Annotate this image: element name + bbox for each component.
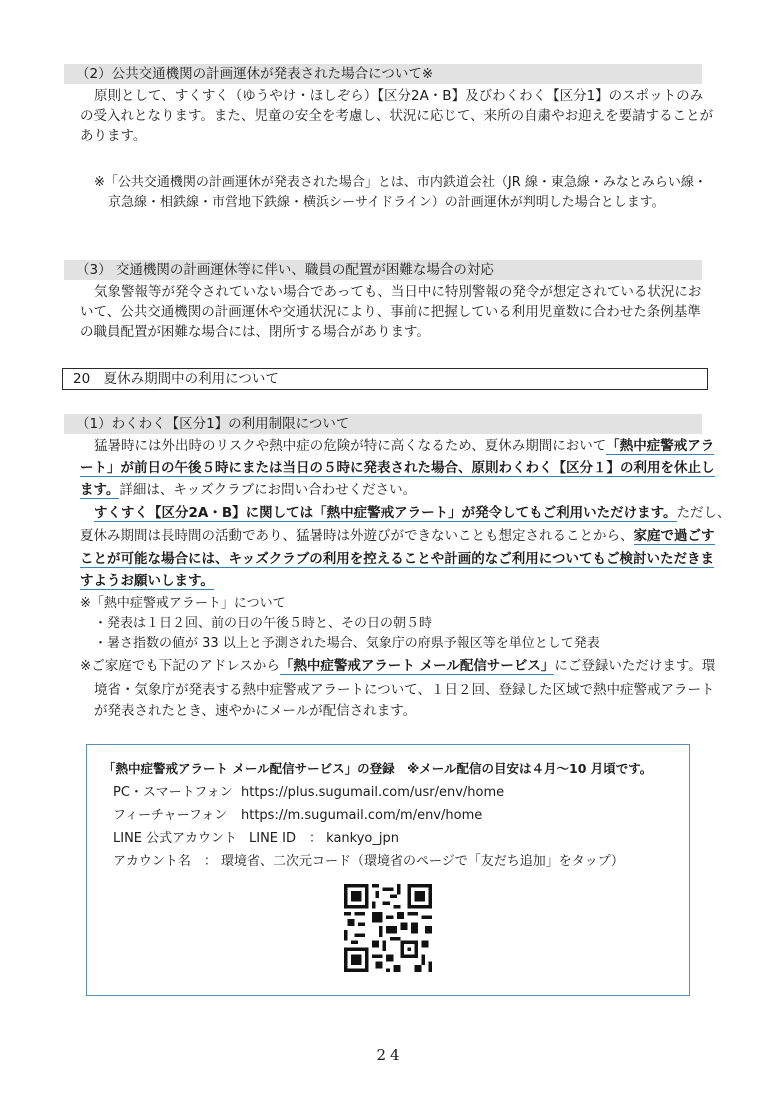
subsection-1-header: （1）わくわく【区分1】の利用制限について xyxy=(64,414,702,434)
text-span: 猛暑時には外出時のリスクや熱中症の危険が特に高くなるため、夏休み期間において xyxy=(94,438,607,454)
alert-note-title: ※「熱中症警戒アラート」について xyxy=(80,596,286,611)
highlight-text: 家庭で過ごす xyxy=(633,528,715,544)
subsection-1-line xyxy=(80,571,214,591)
account-row xyxy=(113,852,624,872)
line-id-value: kankyo_jpn xyxy=(326,831,399,846)
feature-phone-url-link[interactable]: https://m.sugumail.com/m/env/home xyxy=(241,808,483,823)
highlight-text: すくすく【区分2A・B】に関しては「熱中症警戒アラート」が発令してもご利用いただけます。 xyxy=(94,505,677,521)
alert-note-bullet: ・暑さ指数の値が 33 以上と予測された場合、気象庁の府県予報区等を単位として発表 xyxy=(94,636,600,651)
page-number: 24 xyxy=(376,1046,404,1064)
section-2-text: 原則として、すくすく（ゆうやけ・ほしぞら）【区分2A・B】及びわくわく【区分1】のスポットのみ xyxy=(94,88,704,104)
section-3-text: いて、公共交通機関の計画運休や交通状況により、事前に把握している利用児童数に合わせた条例基準 xyxy=(80,304,701,320)
highlight-text: すようお願いします。 xyxy=(80,573,214,589)
section-2-text: の受入れとなります。また、児童の安全を考慮し、状況に応じて、来所の自粛やお迎えを要請することが xyxy=(80,108,714,124)
highlight-text: 「熱中症警戒アラート メール配信サービス」 xyxy=(279,658,555,674)
section-3-header: （3） 交通機関の計画運休等に伴い、職員の配置が困難な場合の対応 xyxy=(64,260,702,280)
subsection-1-line xyxy=(94,436,714,456)
qr-code[interactable] xyxy=(344,884,432,972)
alert-note-bullet: ・発表は１日２回、前の日の午後５時と、その日の朝５時 xyxy=(94,616,433,631)
account-label: アカウント名 ： xyxy=(113,854,217,869)
pc-row xyxy=(113,783,504,803)
text-span: にご登録いただけます。環 xyxy=(554,658,716,674)
section-2-header: （2）公共交通機関の計画運休が発表された場合について※ xyxy=(64,64,702,84)
section-3-text: 気象警報等が発令されていない場合であっても、当日中に特別警報の発令が想定されている状況にお xyxy=(94,284,702,300)
account-value: 環境省、二次元コード（環境省のページで「友だち追加」をタップ） xyxy=(221,854,624,869)
section-2-note: ※「公共交通機関の計画運休が発表された場合」とは、市内鉄道会社（JR 線・東急線・みなとみらい線・ xyxy=(94,175,707,190)
line-label: LINE 公式アカウント xyxy=(113,831,238,846)
line-id-label: LINE ID ： xyxy=(249,831,322,846)
section-2-note: 京急線・相鉄線・市営地下鉄線・横浜シーサイドライン）の計画運休が判明した場合とします。 xyxy=(108,195,665,210)
text-span: 詳細は、キッズクラブにお問い合わせください。 xyxy=(119,482,417,498)
text-span: ただし、 xyxy=(676,505,731,521)
highlight-text: ます。 xyxy=(80,482,120,498)
info-box-title: 「熱中症警戒アラート メール配信サービス」の登録 ※メール配信の目安は４月～10 月頃です。 xyxy=(103,761,653,776)
subsection-1-line xyxy=(80,458,715,478)
subsection-1-line xyxy=(80,480,416,500)
registration-note xyxy=(80,656,715,676)
text-span: ※ご家庭でも下記のアドレスから xyxy=(80,658,280,674)
subsection-1-line xyxy=(80,526,715,546)
registration-note: 境省・気象庁が発表する熱中症警戒アラートについて、１日２回、登録した区域で熱中症警戒アラート xyxy=(94,682,715,698)
highlight-text: 「熱中症警戒アラ xyxy=(606,438,715,454)
feature-phone-row xyxy=(113,806,482,826)
text-span: 夏休み期間は長時間の活動であり、猛暑時は外遊びができないことも想定されることから、 xyxy=(80,528,634,544)
pc-url-link[interactable]: https://plus.sugumail.com/usr/env/home xyxy=(241,785,505,800)
feature-phone-label: フィーチャーフォン xyxy=(113,808,228,823)
pc-label: PC・スマートフォン xyxy=(113,785,233,800)
highlight-text: ート」が前日の午後５時にまたは当日の５時に発表された場合、原則わくわく【区分１】の利用を休止し xyxy=(80,460,715,476)
section-20-title: 20 夏休み期間中の利用について xyxy=(62,368,708,390)
line-row xyxy=(113,829,399,849)
subsection-1-line xyxy=(94,503,731,523)
subsection-1-line xyxy=(80,549,714,569)
highlight-text: ことが可能な場合には、キッズクラブの利用を控えることや計画的なご利用についてもご検討いただきま xyxy=(80,551,714,567)
registration-note: が発表されたとき、速やかにメールが配信されます。 xyxy=(94,703,417,719)
section-3-text: の職員配置が困難な場合には、閉所する場合があります。 xyxy=(80,324,430,340)
section-2-text: あります。 xyxy=(80,128,147,144)
